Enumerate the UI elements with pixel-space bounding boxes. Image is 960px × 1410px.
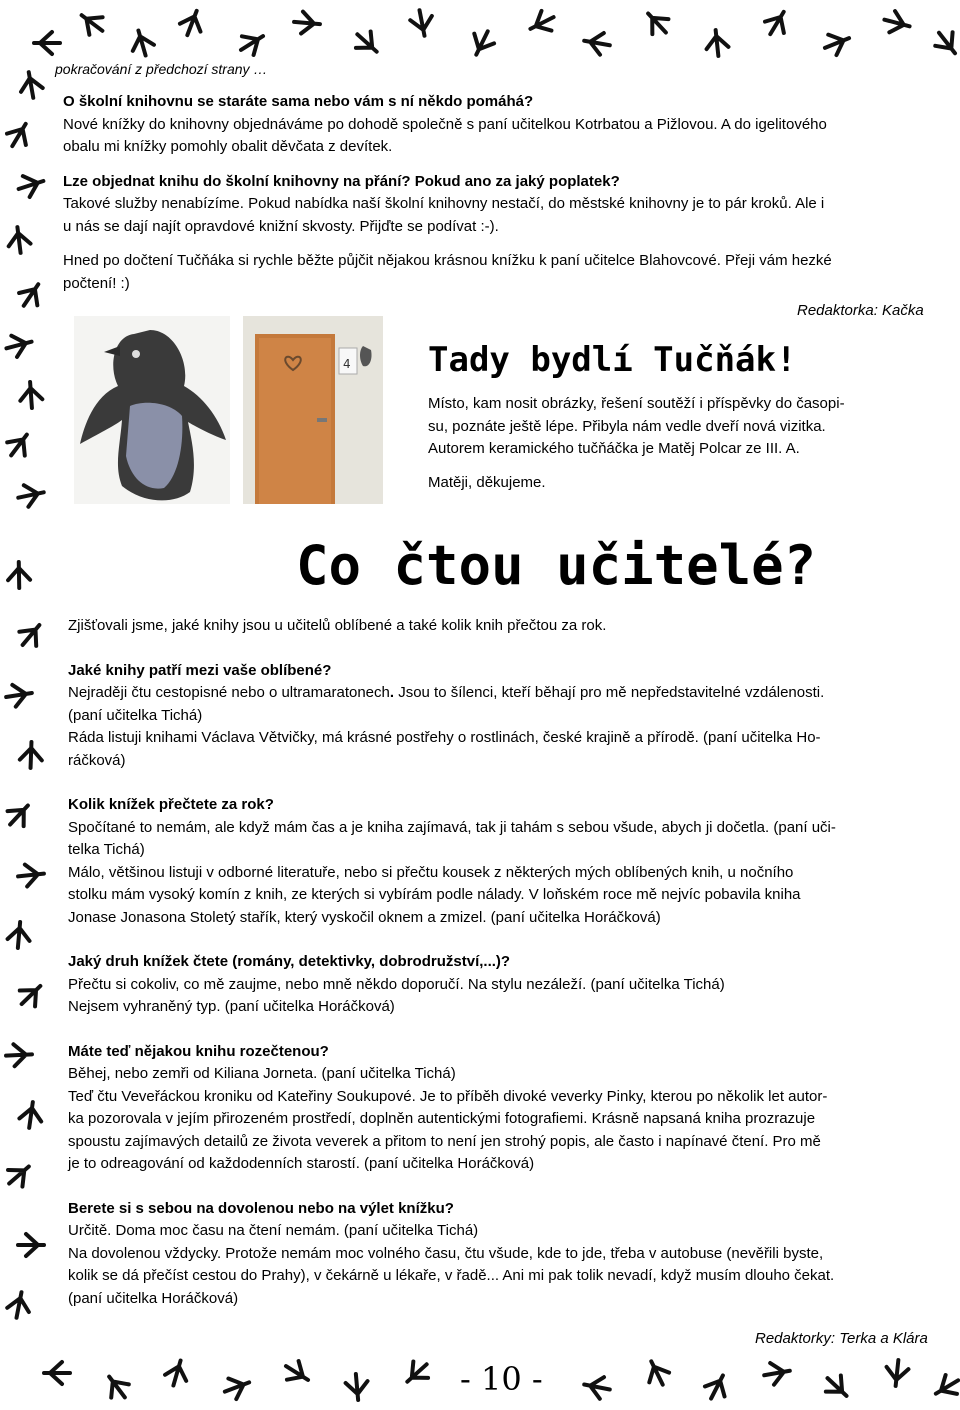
- library-editor: Redaktorka: Kačka: [797, 302, 924, 319]
- bird-track-icon: [69, 1, 114, 45]
- bird-track-icon: [9, 273, 53, 318]
- question: Berete si s sebou na dovolenou nebo na výlet knížku?: [68, 1199, 454, 1217]
- bird-track-icon: [289, 7, 325, 40]
- bird-track-icon: [0, 326, 39, 364]
- ceramic-penguin-photo: [74, 316, 230, 504]
- teachers-editors: Redaktorky: Terka a Klára: [755, 1330, 928, 1347]
- page-number: - 10 -: [460, 1360, 543, 1398]
- answer-part: Nejraději čtu cestopisné nebo o ultramaratonech: [68, 684, 390, 701]
- classroom-door-photo: [243, 316, 383, 504]
- bird-track-icon: [95, 1364, 139, 1409]
- bird-track-icon: [696, 1365, 738, 1409]
- bird-track-icon: [0, 422, 41, 467]
- bird-track-icon: [15, 377, 47, 413]
- penguin-line: su, poznáte ještě lépe. Přibyla nám vedle dveří nová vizitka.: [428, 417, 826, 435]
- answer-line: obalu mi knížky pomohly obalit děvčata z devítek.: [63, 138, 393, 155]
- answer-line: Ráda listuji knihami Václava Větvičky, má krásné postřehy o rostlinách, české krajině a přírodě. (paní učitelka Ho-: [68, 729, 821, 746]
- intro: Zjišťovali jsme, jaké knihy jsou u učitelů oblíbené a také kolik knih přečtou za rok.: [68, 617, 607, 634]
- bird-track-icon: [1, 1039, 37, 1071]
- question: Jaké knihy patří mezi vaše oblíbené?: [68, 661, 332, 679]
- bird-track-icon: [15, 737, 46, 772]
- closing-line: počtení! :): [63, 274, 130, 292]
- answer-line: [68, 682, 948, 705]
- bird-track-icon: [877, 4, 918, 42]
- teachers-title: Co čtou učitelé?: [296, 534, 817, 597]
- answer-line: (paní učitelka Horáčková): [68, 1289, 239, 1307]
- answer-line: stolku mám vysoký komín z knih, ze kterých si vybírám podle nálady. V loňském roce mě nejvíc pobavila kniha: [68, 886, 801, 903]
- bird-track-icon: [1, 1285, 37, 1324]
- bird-track-icon: [636, 1351, 678, 1395]
- question: Lze objednat knihu do školní knihovny na přání? Pokud ano za jaký poplatek?: [63, 172, 620, 190]
- door-sign-text: 4: [343, 357, 351, 371]
- question: O školní knihovnu se staráte sama nebo vám s ní někdo pomáhá?: [63, 93, 534, 110]
- bird-track-icon: [4, 558, 35, 593]
- bird-track-icon: [0, 113, 41, 158]
- answer-line: Nejsem vyhraněný typ. (paní učitelka Horáčková): [68, 998, 395, 1015]
- answer-line: Jonase Jonasona Stoletý stařík, který vyskočil oknem a zmizel. (paní učitelka Horáčková): [68, 908, 661, 926]
- bird-track-icon: [634, 0, 679, 45]
- answer-line: Spočítané to nemám, ale když mám čas a je kniha zajímavá, tak ji tahám s sebou všude, abych ji dočetla. (paní uči-: [68, 818, 836, 836]
- bird-track-icon: [30, 28, 64, 58]
- bird-track-icon: [578, 25, 617, 60]
- bird-track-icon: [925, 1365, 960, 1408]
- library-interview: [63, 91, 943, 295]
- answer-line: ka pozorovala v jejím přirozeném prostředí, doplněn autentickými fotografiemi. Krásně napsaná kniha prozrazuje: [68, 1110, 816, 1127]
- answer-line: telka Tichá): [68, 841, 145, 858]
- bird-track-icon: [275, 1351, 320, 1394]
- penguin-line: Místo, kam nosit obrázky, řešení soutěží i příspěvky do časopi-: [428, 395, 845, 412]
- bird-track-icon: [9, 612, 54, 657]
- answer-line: Nové knížky do knihovny objednáváme po dohodě společně s paní učitelkou Kotrbatou a Pižlovou. A do igelitového: [63, 115, 827, 133]
- bird-track-icon: [814, 1364, 859, 1409]
- bird-track-icon: [0, 1153, 42, 1198]
- question: Kolik knížek přečtete za rok?: [68, 796, 274, 813]
- answer-line: (paní učitelka Tichá): [68, 706, 203, 724]
- bird-track-icon: [341, 1369, 374, 1405]
- continued-note: pokračování z předchozí strany …: [55, 61, 268, 77]
- bird-track-icon: [577, 1369, 616, 1405]
- bird-track-icon: [14, 1096, 48, 1134]
- bird-track-icon: [14, 1230, 48, 1260]
- bird-track-icon: [13, 858, 50, 891]
- bird-track-icon: [8, 972, 53, 1017]
- answer-line: Takové služby nenabízíme. Pokud nabídka naší školní knihovny nestačí, do městské knihovny je to pár kroků. Ale i: [63, 195, 825, 212]
- closing-line: Hned po dočtení Tučňáka si rychle běžte půjčit nějakou krásnou knížku k paní učitelce Blahovcové. Přeji vám hezké: [63, 252, 832, 269]
- teachers-interview: [68, 615, 948, 1310]
- bird-track-icon: [158, 1353, 196, 1394]
- bird-track-icon: [755, 1, 798, 46]
- bird-track-icon: [172, 2, 212, 44]
- question: Máte teď nějakou knihu rozečtenou?: [68, 1042, 329, 1060]
- answer-line: Málo, většinou listuji v odborné literatuře, nebo si přečtu kousek z některých mých oblíbených knih, u nočního: [68, 863, 794, 881]
- penguin-text: [428, 393, 928, 494]
- bird-track-icon: [925, 20, 960, 65]
- question: Jaký druh knížek čtete (romány, detektivky, dobrodružství,...)?: [68, 953, 511, 970]
- bird-track-icon: [816, 23, 859, 64]
- bird-track-icon: [3, 917, 36, 953]
- answer-line: Běhej, nebo zemři od Kiliana Jorneta. (paní učitelka Tichá): [68, 1065, 456, 1082]
- answer-line: Teď čtu Veveřáckou kroniku od Kateřiny Soukupové. Je to příběh divoké veverky Pinky, kterou po několik let autor-: [68, 1087, 828, 1105]
- answer-line: Přečtu si cokoliv, co mě zaujme, nebo mně někdo doporučí. Na stylu nezáleží. (paní učitelka Tichá): [68, 975, 725, 993]
- answer-line: Na dovolenou vždycky. Protože nemám moc volného času, čtu všude, kde to jde, třeba v autobuse (nevěřili byste,: [68, 1244, 824, 1262]
- answer-line: u nás se dají najít opravdové knižní skvosty. Přijďte se podívat :-).: [63, 217, 499, 235]
- bird-track-icon: [394, 1350, 439, 1395]
- bird-track-icon: [11, 477, 50, 513]
- bird-track-icon: [0, 678, 38, 713]
- answer-line: ráčková): [68, 751, 126, 769]
- penguin-title: Tady bydlí Tučňák!: [428, 340, 797, 380]
- bird-track-icon: [520, 2, 564, 44]
- answer-line: Určitě. Doma moc času na čtení nemám. (paní učitelka Tichá): [68, 1222, 479, 1239]
- answer-line: je to odreagování od každodenních starostí. (paní učitelka Horáčková): [68, 1155, 535, 1172]
- answer-line: kolik se dá přečíst cestou do Prahy), v čekárně u lékaře, v řadě... Ani mi pak tolik nevadí, když musím dlouho čekat.: [68, 1267, 835, 1284]
- bird-track-icon: [404, 3, 440, 42]
- bird-track-icon: [216, 1367, 258, 1407]
- bird-track-icon: [2, 221, 36, 258]
- answer-part: Jsou to šílenci, kteří běhají pro mě nepředstavitelné vzdálenosti.: [398, 684, 825, 701]
- penguin-line: Autorem keramického tučňáčka je Matěj Polcar ze III. A.: [428, 440, 800, 457]
- penguin-thanks: Matěji, děkujeme.: [428, 473, 546, 491]
- bird-track-icon: [0, 792, 42, 837]
- bird-track-icon: [10, 165, 52, 204]
- answer-part: .: [389, 684, 399, 701]
- bird-track-icon: [40, 1358, 74, 1388]
- bird-track-icon: [344, 20, 389, 65]
- bird-track-icon: [700, 25, 733, 62]
- answer-line: spoustu zajímavých detailů ze života veverek a přitom to není jen strohý popis, ale často i napínavé čtení. Pro mě: [68, 1132, 821, 1150]
- bird-track-icon: [880, 1355, 913, 1392]
- bird-track-icon: [758, 1355, 797, 1390]
- bird-track-icon: [461, 21, 503, 65]
- bird-track-icon: [13, 66, 48, 105]
